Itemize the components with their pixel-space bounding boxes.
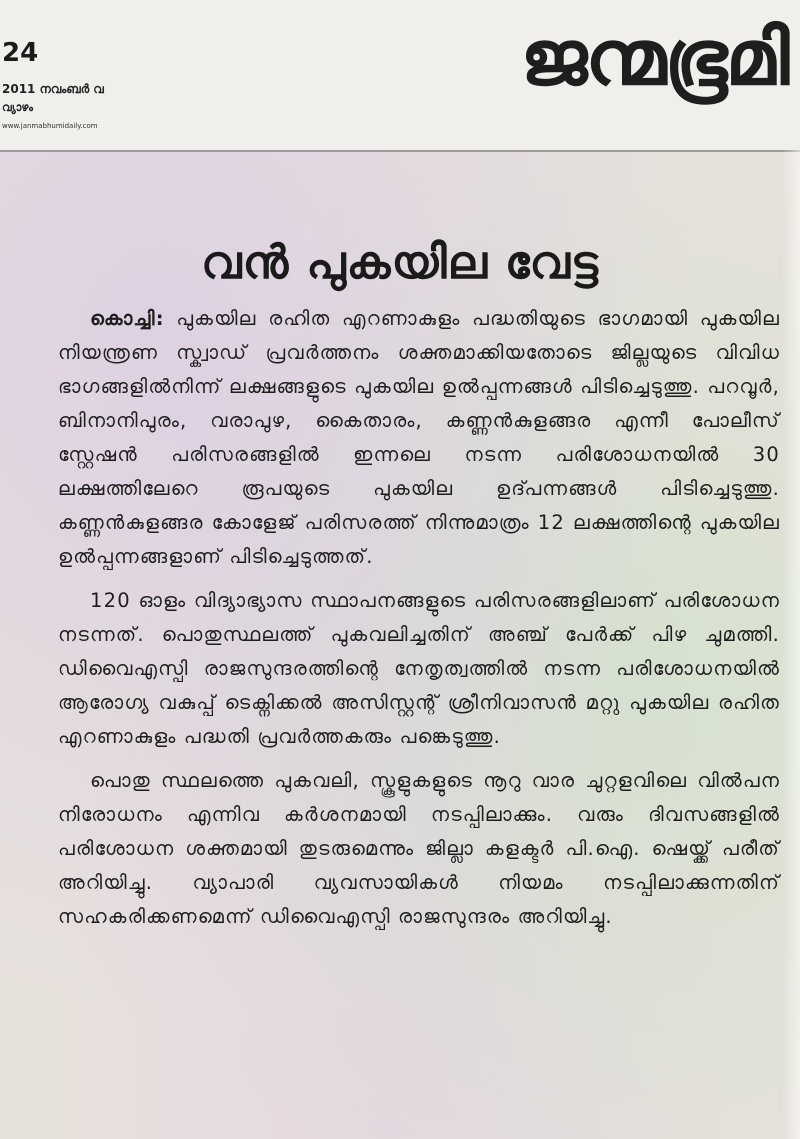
article-paragraph-3: പൊതു സ്ഥലത്തെ പുകവലി, സ്കൂളുകളുടെ നൂറു വാര ചുറ്റളവിലെ വിൽപന നിരോധനം എന്നിവ കർശനമായി നടപ്പിലാക്കും. വരും ദിവസങ്ങളിൽ പരിശോധന ശക്തമായി തുടരുമെന്നും ജില്ലാ കളക്ടർ പി.ഐ. ഷെയ്ക്ക് പരീത് അറിയിച്ചു. വ്യാപാരി വ്യവസായികൾ നിയമം നടപ്പിലാക്കുന്നതിന് സഹകരിക്കണമെന്ന് ഡിവൈഎസ്പി രാജസുന്ദരം അറിയിച്ചു.: [58, 769, 780, 928]
article-paragraph-2: 120 ഓളം വിദ്യാഭ്യാസ സ്ഥാപനങ്ങളുടെ പരിസരങ്ങളിലാണ് പരിശോധന നടന്നത്. പൊതുസ്ഥലത്ത് പുകവലിച്ചതിന് അഞ്ച് പേർക്ക് പിഴ ചുമത്തി. ഡിവൈഎസ്പി രാജസുന്ദരത്തിന്റെ നേതൃത്വത്തിൽ നടന്ന പരിശോധനയിൽ ആരോഗ്യ വകുപ്പ് ടെക്നിക്കൽ അസിസ്റ്റന്റ് ശ്രീനിവാസൻ മറ്റു പുകയില രഹിത എറണാകുളം പദ്ധതി പ്രവർത്തകരും പങ്കെടുത്തു.: [58, 589, 780, 748]
article-body: [58, 302, 780, 944]
masthead: [0, 0, 800, 152]
newspaper-logo: ജന്മഭൂമി: [520, 13, 788, 102]
dateline-location: കൊച്ചി:: [90, 307, 165, 330]
website-url: www.janmabhumidaily.com: [2, 122, 98, 130]
page-number: 24: [2, 38, 39, 68]
paragraph-1-text: പുകയില രഹിത എറണാകുളം പദ്ധതിയുടെ ഭാഗമായി പുകയില നിയന്ത്രണ സ്ക്വാഡ് പ്രവർത്തനം ശക്തമാക്കിയതോടെ ജില്ലയുടെ വിവിധ ഭാഗങ്ങളിൽനിന്ന് ലക്ഷങ്ങളുടെ പുകയില ഉൽപ്പന്നങ്ങൾ പിടിച്ചെടുത്തു. പറവൂർ, ബിനാനിപുരം, വരാപുഴ, കൈതാരം, കണ്ണൻകുളങ്ങര എന്നീ പോലീസ് സ്റ്റേഷൻ പരിസരങ്ങളിൽ ഇന്നലെ നടന്ന പരിശോധനയിൽ 30 ലക്ഷത്തിലേറെ രൂപയുടെ പുകയില ഉദ്പന്നങ്ങൾ പിടിച്ചെടുത്തു. കണ്ണൻകുളങ്ങര കോളേജ് പരിസരത്ത് നിന്നുമാത്രം 12 ലക്ഷത്തിന്റെ പുകയില ഉൽപ്പന്നങ്ങളാണ് പിടിച്ചെടുത്തത്.: [58, 307, 780, 568]
page-edge: [782, 150, 800, 1139]
article-paragraph-1: [58, 302, 780, 574]
issue-date: 2011 നവംബർ വ: [2, 82, 104, 96]
article-headline: വൻ പുകയില വേട്ട: [201, 234, 599, 289]
issue-day: വ്യാഴം: [2, 101, 34, 114]
